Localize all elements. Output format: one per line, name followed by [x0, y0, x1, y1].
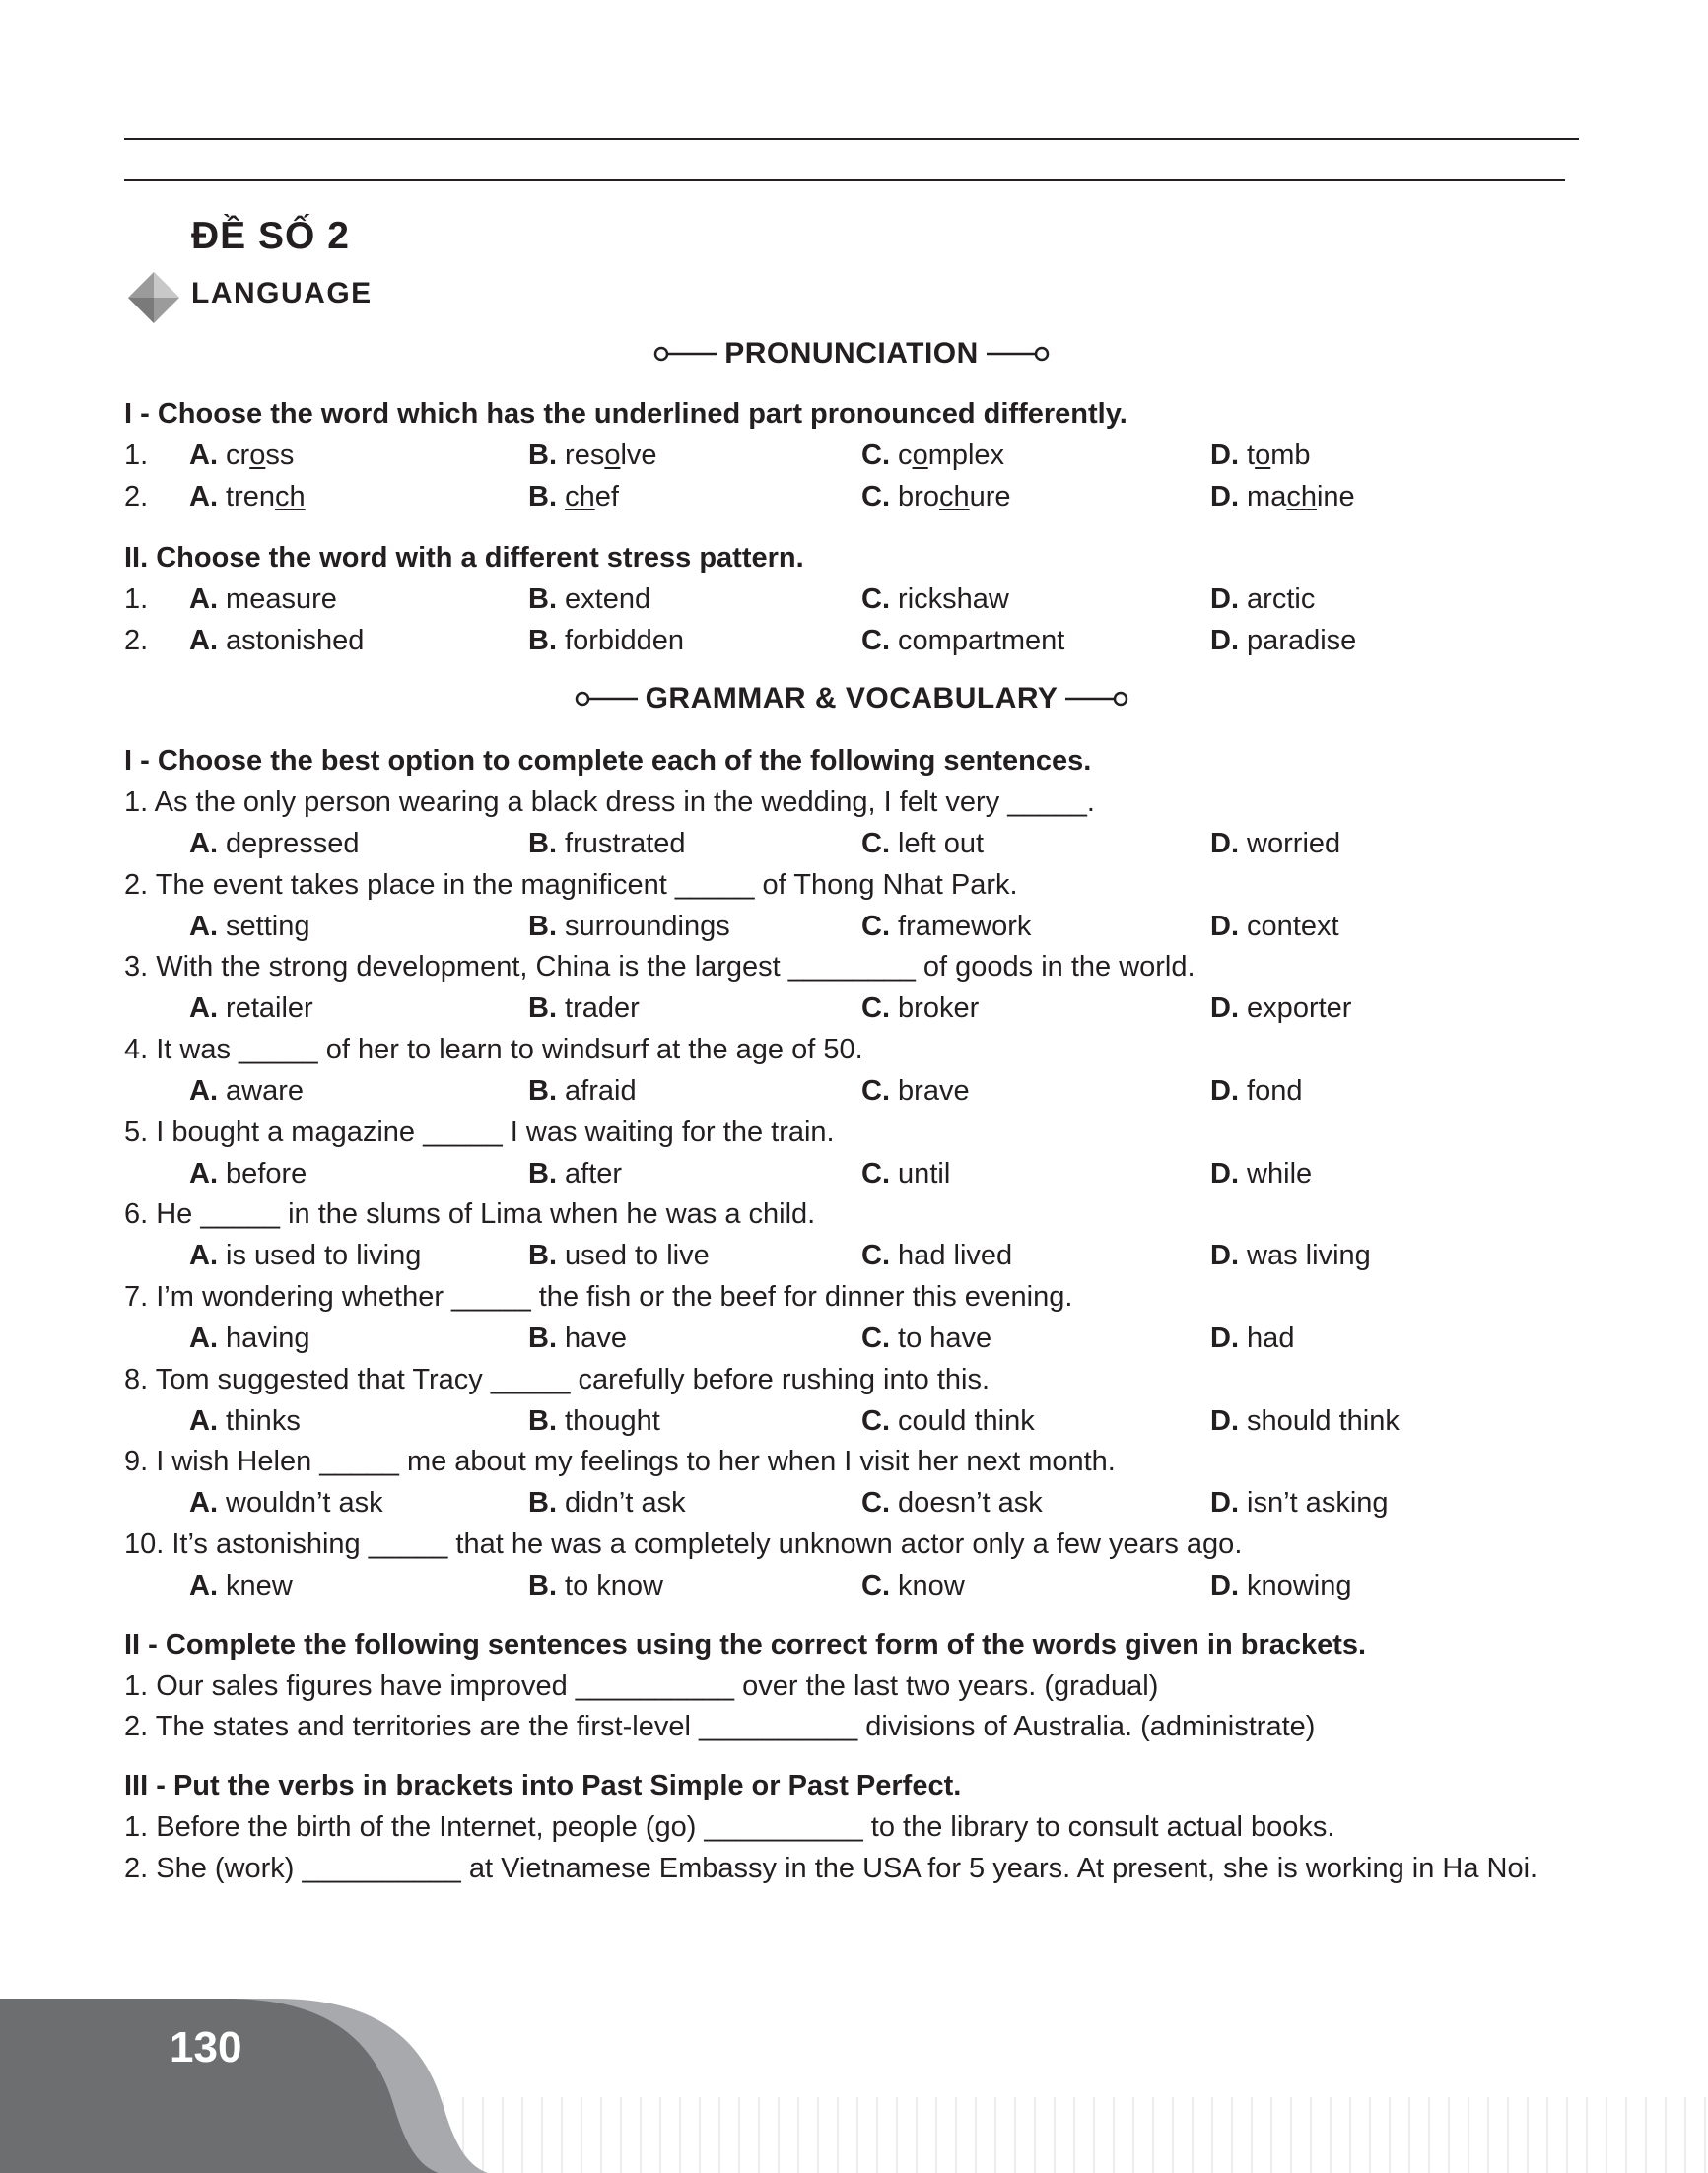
option-b: B. have: [528, 1323, 627, 1354]
stress-q2-options: [124, 625, 1579, 664]
question-7-options: [124, 1323, 1579, 1362]
question-5-options: [124, 1158, 1579, 1197]
question-number: 1.: [124, 583, 149, 615]
option-b: B. didn’t ask: [528, 1487, 686, 1519]
pron-q2-options: [124, 481, 1579, 520]
option-a: A. retailer: [189, 992, 313, 1024]
question-7: 7. I’m wondering whether _____ the fish or the beef for dinner this evening.: [124, 1281, 1073, 1313]
verb-tense-1: 1. Before the birth of the Internet, people (go) __________ to the library to consult actual books.: [124, 1811, 1335, 1843]
page-number: 130: [170, 2023, 242, 2071]
pronunciation-heading: [124, 337, 1579, 371]
option-c: C. complex: [861, 440, 1005, 471]
question-number: 2.: [124, 625, 149, 656]
word-form-1: 1. Our sales figures have improved __________ over the last two years. (gradual): [124, 1670, 1159, 1702]
option-a: A. is used to living: [189, 1240, 422, 1271]
option-c: C. could think: [861, 1405, 1035, 1437]
option-a: A. setting: [189, 911, 310, 942]
option-b: B. used to live: [528, 1240, 710, 1271]
option-b: B. chef: [528, 481, 619, 512]
top-rule-1: [124, 138, 1579, 140]
question-4-options: [124, 1075, 1579, 1115]
ornament-right-icon: [987, 344, 1050, 364]
option-d: D. paradise: [1210, 625, 1357, 656]
option-b: B. forbidden: [528, 625, 684, 656]
option-d: D. arctic: [1210, 583, 1316, 615]
question-10-options: [124, 1570, 1579, 1609]
question-4: 4. It was _____ of her to learn to windsurf at the age of 50.: [124, 1034, 863, 1065]
question-6-options: [124, 1240, 1579, 1279]
option-c: C. framework: [861, 911, 1032, 942]
option-b: B. thought: [528, 1405, 660, 1437]
question-9-options: [124, 1487, 1579, 1527]
option-b: B. afraid: [528, 1075, 637, 1107]
option-a: A. astonished: [189, 625, 365, 656]
question-9: 9. I wish Helen _____ me about my feelings to her when I visit her next month.: [124, 1446, 1116, 1477]
question-6: 6. He _____ in the slums of Lima when he was a child.: [124, 1198, 816, 1230]
option-c: C. rickshaw: [861, 583, 1009, 615]
question-3-options: [124, 992, 1579, 1032]
option-d: D. worried: [1210, 828, 1341, 859]
option-d: D. context: [1210, 911, 1339, 942]
grammar-part2-instruction: II - Complete the following sentences using the correct form of the words given in brackets.: [124, 1629, 1367, 1661]
option-d: D. fond: [1210, 1075, 1303, 1107]
option-a: A. aware: [189, 1075, 305, 1107]
question-10: 10. It’s astonishing _____ that he was a completely unknown actor only a few years ago.: [124, 1528, 1243, 1560]
option-a: A. cross: [189, 440, 295, 471]
stress-q1-options: [124, 583, 1579, 623]
option-b: B. frustrated: [528, 828, 686, 859]
option-d: D. should think: [1210, 1405, 1400, 1437]
option-a: A. having: [189, 1323, 310, 1354]
option-c: C. doesn’t ask: [861, 1487, 1043, 1519]
question-number: 2.: [124, 481, 149, 512]
question-number: 1.: [124, 440, 149, 471]
option-c: C. left out: [861, 828, 985, 859]
option-c: C. until: [861, 1158, 951, 1189]
question-3: 3. With the strong development, China is the largest ________ of goods in the world.: [124, 951, 1196, 983]
option-d: D. exporter: [1210, 992, 1352, 1024]
option-a: A. depressed: [189, 828, 360, 859]
ornament-right-icon: [1065, 689, 1128, 709]
option-c: C. compartment: [861, 625, 1065, 656]
pron-q1-options: [124, 440, 1579, 479]
footer-band: [0, 1999, 1708, 2173]
question-1: 1. As the only person wearing a black dress in the wedding, I felt very _____.: [124, 786, 1095, 818]
option-c: C. know: [861, 1570, 965, 1601]
word-form-2: 2. The states and territories are the first-level __________ divisions of Australia. (administrate): [124, 1711, 1316, 1742]
option-d: D. knowing: [1210, 1570, 1352, 1601]
option-a: A. knew: [189, 1570, 293, 1601]
option-b: B. resolve: [528, 440, 657, 471]
ornament-left-icon: [575, 689, 638, 709]
question-2: 2. The event takes place in the magnificent _____ of Thong Nhat Park.: [124, 869, 1018, 901]
page-title: ĐỀ SỐ 2: [191, 215, 350, 257]
option-c: C. broker: [861, 992, 980, 1024]
grammar-heading-text: GRAMMAR & VOCABULARY: [645, 682, 1059, 714]
option-b: B. extend: [528, 583, 651, 615]
pronunciation-part2-instruction: II. Choose the word with a different stress pattern.: [124, 542, 804, 574]
question-8: 8. Tom suggested that Tracy _____ carefully before rushing into this.: [124, 1364, 991, 1395]
pronunciation-part1-instruction: I - Choose the word which has the underlined part pronounced differently.: [124, 398, 1127, 430]
question-5: 5. I bought a magazine _____ I was waiting for the train.: [124, 1117, 835, 1148]
option-b: B. trader: [528, 992, 640, 1024]
option-a: A. wouldn’t ask: [189, 1487, 383, 1519]
option-b: B. after: [528, 1158, 623, 1189]
option-d: D. machine: [1210, 481, 1355, 512]
question-8-options: [124, 1405, 1579, 1445]
option-c: C. to have: [861, 1323, 992, 1354]
ornament-left-icon: [653, 344, 717, 364]
option-c: C. had lived: [861, 1240, 1013, 1271]
option-a: A. trench: [189, 481, 306, 512]
pronunciation-heading-text: PRONUNCIATION: [724, 337, 979, 370]
question-2-options: [124, 911, 1579, 950]
question-1-options: [124, 828, 1579, 867]
option-a: A. measure: [189, 583, 337, 615]
grammar-part3-instruction: III - Put the verbs in brackets into Past Simple or Past Perfect.: [124, 1770, 962, 1801]
grammar-heading: [124, 682, 1579, 715]
option-d: D. while: [1210, 1158, 1313, 1189]
grammar-part1-instruction: I - Choose the best option to complete each of the following sentences.: [124, 745, 1092, 777]
option-b: B. surroundings: [528, 911, 730, 942]
option-c: C. brave: [861, 1075, 970, 1107]
top-rule-2: [124, 179, 1565, 181]
section-subtitle: LANGUAGE: [191, 277, 373, 309]
diamond-icon: [126, 270, 181, 325]
verb-tense-2: 2. She (work) __________ at Vietnamese Embassy in the USA for 5 years. At present, she is working in Ha Noi.: [124, 1853, 1538, 1884]
option-c: C. brochure: [861, 481, 1011, 512]
option-d: D. isn’t asking: [1210, 1487, 1389, 1519]
option-b: B. to know: [528, 1570, 663, 1601]
option-d: D. had: [1210, 1323, 1295, 1354]
option-a: A. before: [189, 1158, 307, 1189]
option-a: A. thinks: [189, 1405, 301, 1437]
option-d: D. was living: [1210, 1240, 1371, 1271]
option-d: D. tomb: [1210, 440, 1311, 471]
